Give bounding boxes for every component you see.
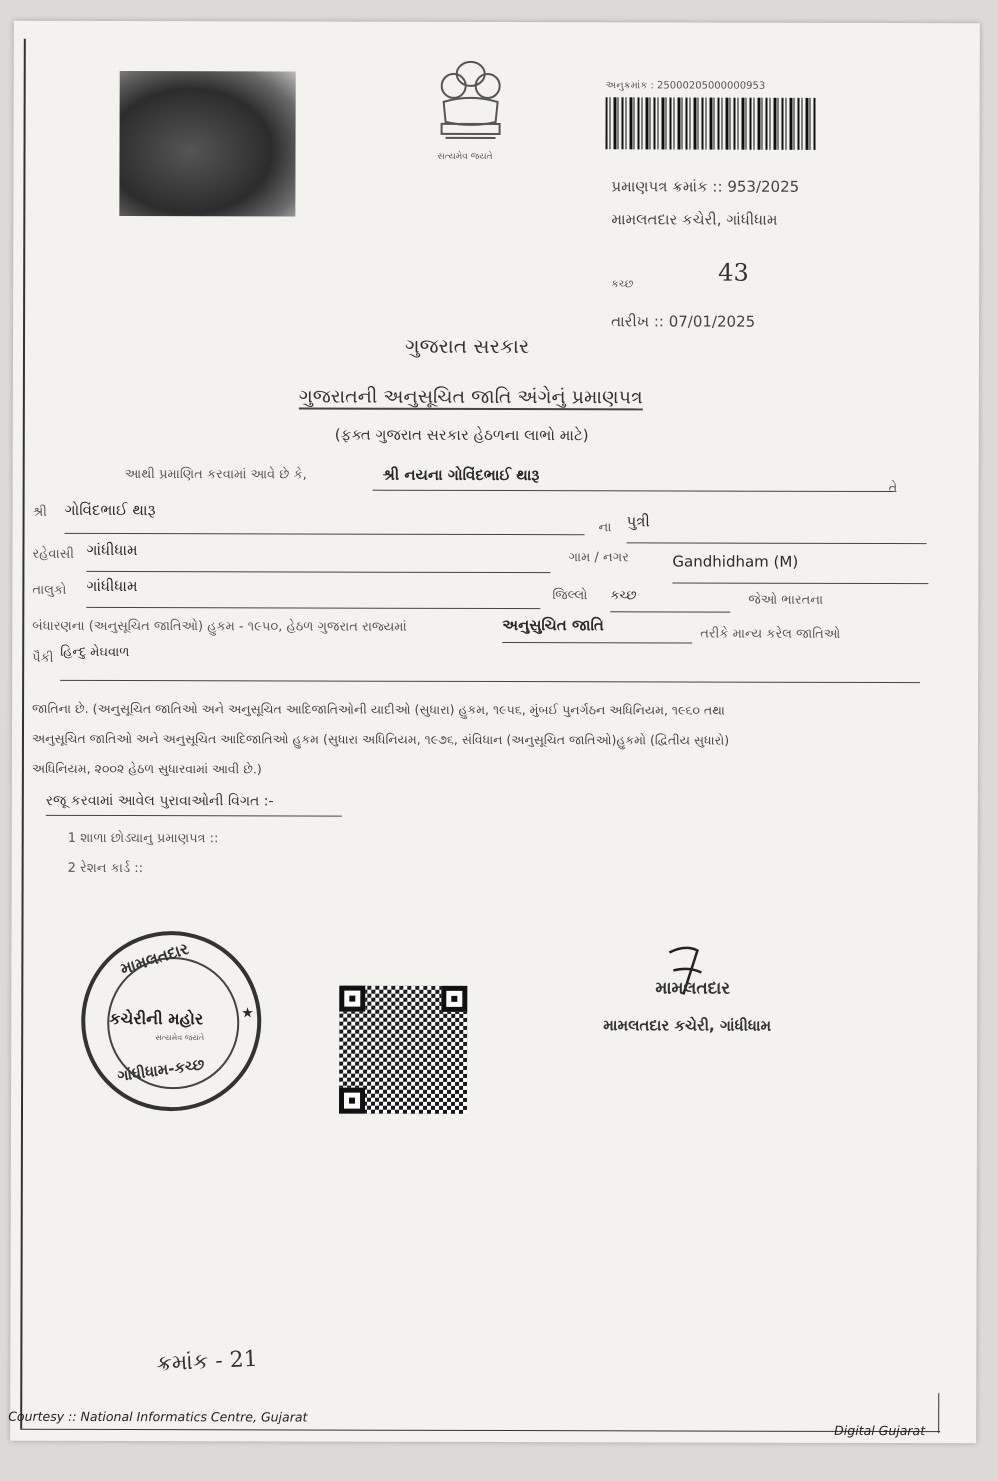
qr-code xyxy=(339,986,467,1114)
resident-label: રહેવાસી xyxy=(32,546,74,562)
district-value: કચ્છ xyxy=(610,588,730,612)
shri-label: શ્રી xyxy=(32,504,47,520)
evidence-heading: રજૂ કરવામાં આવેલ પુરાવાઓની વિગત :- xyxy=(46,793,342,817)
district-label: જિલ્લો xyxy=(552,588,588,604)
te-label: તે xyxy=(888,481,898,497)
evidence-item-2: 2 રેશન કાર્ડ :: xyxy=(67,860,144,877)
signatory-title: મામલતદાર xyxy=(655,978,731,999)
taluka-value: ગાંધીધામ xyxy=(86,577,540,609)
barcode xyxy=(606,97,816,150)
village-value: Gandhidham (M) xyxy=(672,552,928,584)
seal-top-text: મામલતદાર xyxy=(118,938,191,979)
person-name: શ્રી નયના ગોવિંદભાઈ થારૂ xyxy=(373,466,895,492)
resident-value: ગાંધીધામ xyxy=(86,541,550,573)
issue-date: તારીખ :: 07/01/2025 xyxy=(611,312,756,331)
seal-motto: સત્યમેવ જયતે xyxy=(155,1033,205,1043)
seal-bottom-text: ગાંધીધામ-કચ્છ xyxy=(116,1055,206,1086)
recognized-label: તરીકે માન્ય કરેલ જાતિઓ xyxy=(700,626,841,642)
paragraph-line-3: અધિનિયમ, ૨૦૦૨ હેઠળ સુધારવામાં આવી છે.) xyxy=(31,760,262,777)
constitution-line: બંધારણના (અનુસૂચિત જાતિઓ) હુકમ - ૧૯૫૦, હેઠળ ગુજરાત રાજ્યમાં xyxy=(32,618,407,635)
category-value: અનુસુચિત જાતિ xyxy=(502,616,692,643)
left-border xyxy=(20,39,26,1429)
serial-number: અનુક્રમાંક : 25000205000000953 xyxy=(605,80,766,92)
issuing-office: મામલતદાર કચેરી, ગાંધીધામ xyxy=(611,210,778,229)
certificate-title: ગુજરાતની અનુસૂચિત જાતિ અંગેનું પ્રમાણપત્ર xyxy=(298,385,643,409)
office-seal xyxy=(81,931,261,1111)
signatory-office: મામલતદાર કચેરી, ગાંધીધામ xyxy=(603,1016,772,1035)
courtesy-text: Courtesy :: National Informatics Centre, Gujarat xyxy=(8,1408,308,1425)
paragraph-line-2: અનુસૂચિત જાતિઓ અને અનુસૂચિત આદિજાતિઓ હુકમ (સુધારા અધિનિયમ, ૧૯૭૬, સંવિધાન (અનુસૂચિત જાતિઓ)હુકમો (દ્વિતીય સુધારો) xyxy=(31,730,730,748)
paragraph-line-1: જાતિના છે. (અનુસૂચિત જાતિઓ અને અનુસૂચિત આદિજાતિઓની યાદીઓ (સુધારા) હુકમ, ૧૯૫૬, મુંબઈ પુનર્ગઠન અધિનિયમ, ૧૯૬૦ તથા xyxy=(32,700,725,718)
relation-value: પુત્રી xyxy=(626,512,926,544)
applicant-photo xyxy=(119,71,295,216)
kutch-label: કચ્છ xyxy=(611,277,634,291)
bottom-border xyxy=(20,1429,940,1432)
certificate-paper xyxy=(10,21,980,1444)
seal-star-icon: ★ xyxy=(241,1005,254,1022)
qr-finder-bottom-left xyxy=(339,1088,365,1114)
digital-gujarat-text: Digital Gujarat xyxy=(834,1422,926,1439)
emblem-caption: સત્યમેવ જયતે xyxy=(437,151,493,162)
certificate-subtitle: (ફક્ત ગુજરાત સરકાર હેઠળના લાભો માટે) xyxy=(334,425,589,445)
right-border xyxy=(938,1393,939,1433)
intro-text: આથી પ્રમાણિત કરવામાં આવે છે કે, xyxy=(124,467,307,483)
taluka-label: તાલુકો xyxy=(32,582,67,598)
certificate-number: પ્રમાણપત્ર ક્રમાંક :: 953/2025 xyxy=(611,177,800,196)
govt-title: ગુજરાત સરકાર xyxy=(404,333,530,359)
caste-value: હિન્દુ મેઘવાળ xyxy=(60,645,920,683)
handwritten-note: ક્રમાંક - 21 xyxy=(155,1346,259,1377)
paiki-label: પૈકી xyxy=(32,650,54,666)
na-label: ના xyxy=(598,520,612,536)
evidence-item-1: 1 શાળા છોડ્યાનુ પ્રમાણપત્ર :: xyxy=(67,830,219,847)
jeo-bharat-label: જેઓ ભારતના xyxy=(748,592,824,608)
village-label: ગામ / નગર xyxy=(568,550,629,566)
qr-finder-top-left xyxy=(339,986,365,1012)
seal-middle-text: કચેરીની મહોર xyxy=(109,1008,204,1029)
qr-finder-top-right xyxy=(441,986,467,1012)
father-name: ગોવિંદભાઈ થારૂ xyxy=(65,501,585,535)
handwritten-number: 43 xyxy=(718,258,749,287)
national-emblem-icon xyxy=(425,52,515,162)
